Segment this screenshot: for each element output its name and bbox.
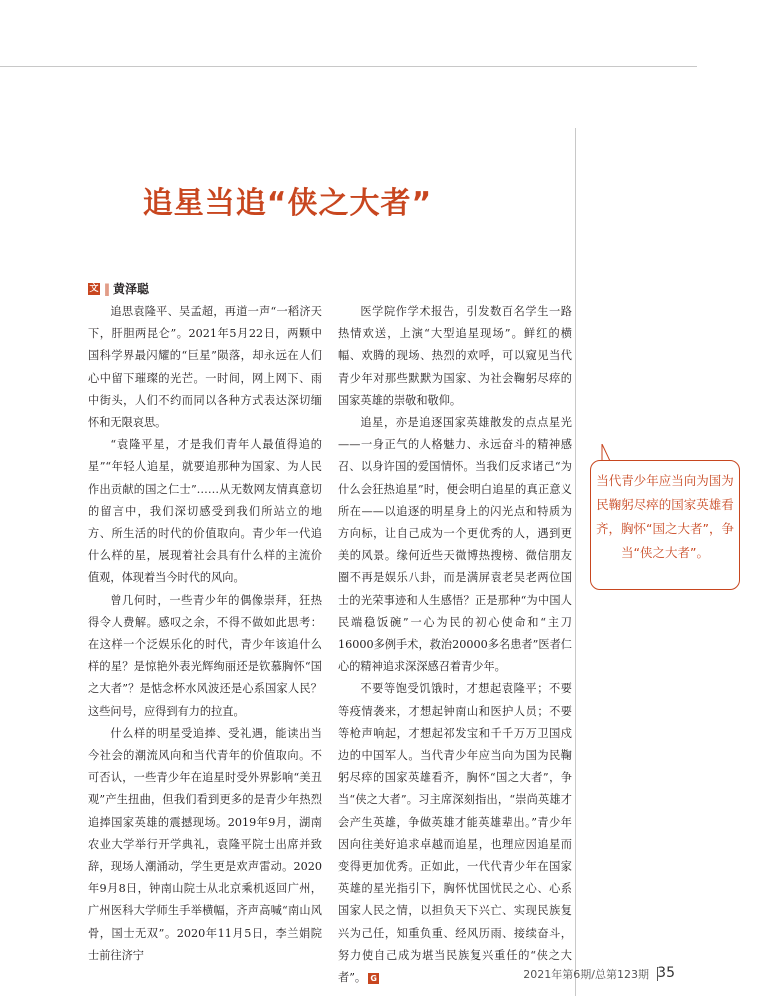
byline — [88, 280, 149, 297]
paragraph: 曾几何时，一些青少年的偶像崇拜，狂热得令人费解。感叹之余，不得不做如此思考：在这样一个泛娱乐化的时代，青少年该追什么样的星？是惊艳外表光辉绚丽还是钦慕胸怀“国之大者”？是惦念杯水风波还是心系国家人民？这些问号，应得到有力的拉直。 — [88, 593, 322, 718]
byline-separator: ‖ — [104, 281, 110, 296]
paragraph: 什么样的明星受追捧、受礼遇，能读出当今社会的潮流风向和当代青年的价值取向。不可否认，一些青少年在追星时受外界影响“美丑观”产生扭曲，但我们看到更多的是青少年热烈追捧国家英雄的震撼现场。2019年9月，湖南农业大学举行开学典礼，袁隆平院士出席并致辞，现场人潮涌动，学生更是欢声雷动。2020年9月8日，钟南山院士从北京乘机返回广州，广州医科大学师生手举横幅，齐声高喊“南山风骨，国士无双”。2020年11月5日，李兰娟院士前往济宁 — [88, 726, 322, 962]
left-column — [88, 301, 322, 967]
paragraph: 医学院作学术报告，引发数百名学生一路热情欢送，上演“大型追星现场”。鲜红的横幅、欢腾的现场、热烈的欢呼，可以窥见当代青少年对那些默默为国家、为社会鞠躬尽瘁的国家英雄的崇敬和敬仰。 — [338, 305, 572, 407]
top-rule — [0, 66, 697, 67]
paragraph — [338, 678, 572, 989]
paragraph: “袁隆平星，才是我们青年人最值得追的星”“年轻人追星，就要追那种为国家、为人民作出贡献的国之仁士”……从无数网友情真意切的留言中，我们深切感受到我们所站立的地方、所生活的时代的价值取向。青少年一代追什么样的星，展现着社会具有什么样的主流价值观，体现着当今时代的风向。 — [88, 438, 322, 585]
paragraph: 追星，亦是追逐国家英雄散发的点点星光——一身正气的人格魅力、永远奋斗的精神感召、以身许国的爱国情怀。当我们反求诸己“为什么会狂热追星”时，便会明白追星的真正意义所在——以追逐的明星身上的闪光点和特质为方向标，让自己成为一个更优秀的人，遇到更美的风景。缘何近些天微博热搜榜、微信朋友圈不再是娱乐八卦，而是满屏袁老吴老两位国士的光荣事迹和人生感悟？正是那种“为中国人民端稳饭碗”一心为民的初心使命和“主刀16000多例手术，救治20000多名患者”医者仁心的精神追求深深感召着青少年。 — [338, 416, 572, 674]
end-mark-icon: G — [368, 973, 379, 984]
paragraph-text: 不要等饱受饥饿时，才想起袁隆平；不要等疫情袭来，才想起钟南山和医护人员；不要等枪声响起，才想起祁发宝和千千万万卫国戍边的中国军人。当代青少年应当向为国为民鞠躬尽瘁的国家英雄看齐，胸怀“国之大者”，争当“侠之大者”。习主席深刻指出，“崇尚英雄才会产生英雄，争做英雄才能英雄辈出。”青少年因向往美好追求卓越而追星，也理应因追星而变得更加优秀。正如此，一代代青少年在国家英雄的星光指引下，胸怀忧国忧民之心、心系国家人民之情，以担负天下兴亡、实现民族复兴为己任，知重负重、经风历雨、接续奋斗，努力使自己成为堪当民族复兴重任的“侠之大者”。 — [338, 682, 572, 985]
byline-badge: 文 — [89, 283, 99, 294]
page-number: 35 — [657, 965, 675, 981]
paragraph: 追思袁隆平、吴孟超，再道一声“一稻济天下，肝胆两昆仑”。2021年5月22日，两颗中国科学界最闪耀的“巨星”陨落，却永远在人们心中留下璀璨的光芒。一时间，网上网下、雨中街头，人们不约而同以各种方式表达深切缅怀和无限哀思。 — [88, 305, 322, 430]
pull-quote: 当代青少年应当向为国为民鞠躬尽瘁的国家英雄看齐，胸怀“国之大者”，争当“侠之大者”。 — [590, 460, 740, 590]
author-name: 黄泽聪 — [113, 282, 150, 296]
column-divider-line — [575, 128, 576, 996]
right-column — [338, 301, 572, 989]
article-title: 追星当追“侠之大者” — [142, 186, 433, 221]
issue-info: 2021年第6期/总第123期 — [523, 968, 649, 981]
callout-tail-icon — [601, 444, 611, 461]
